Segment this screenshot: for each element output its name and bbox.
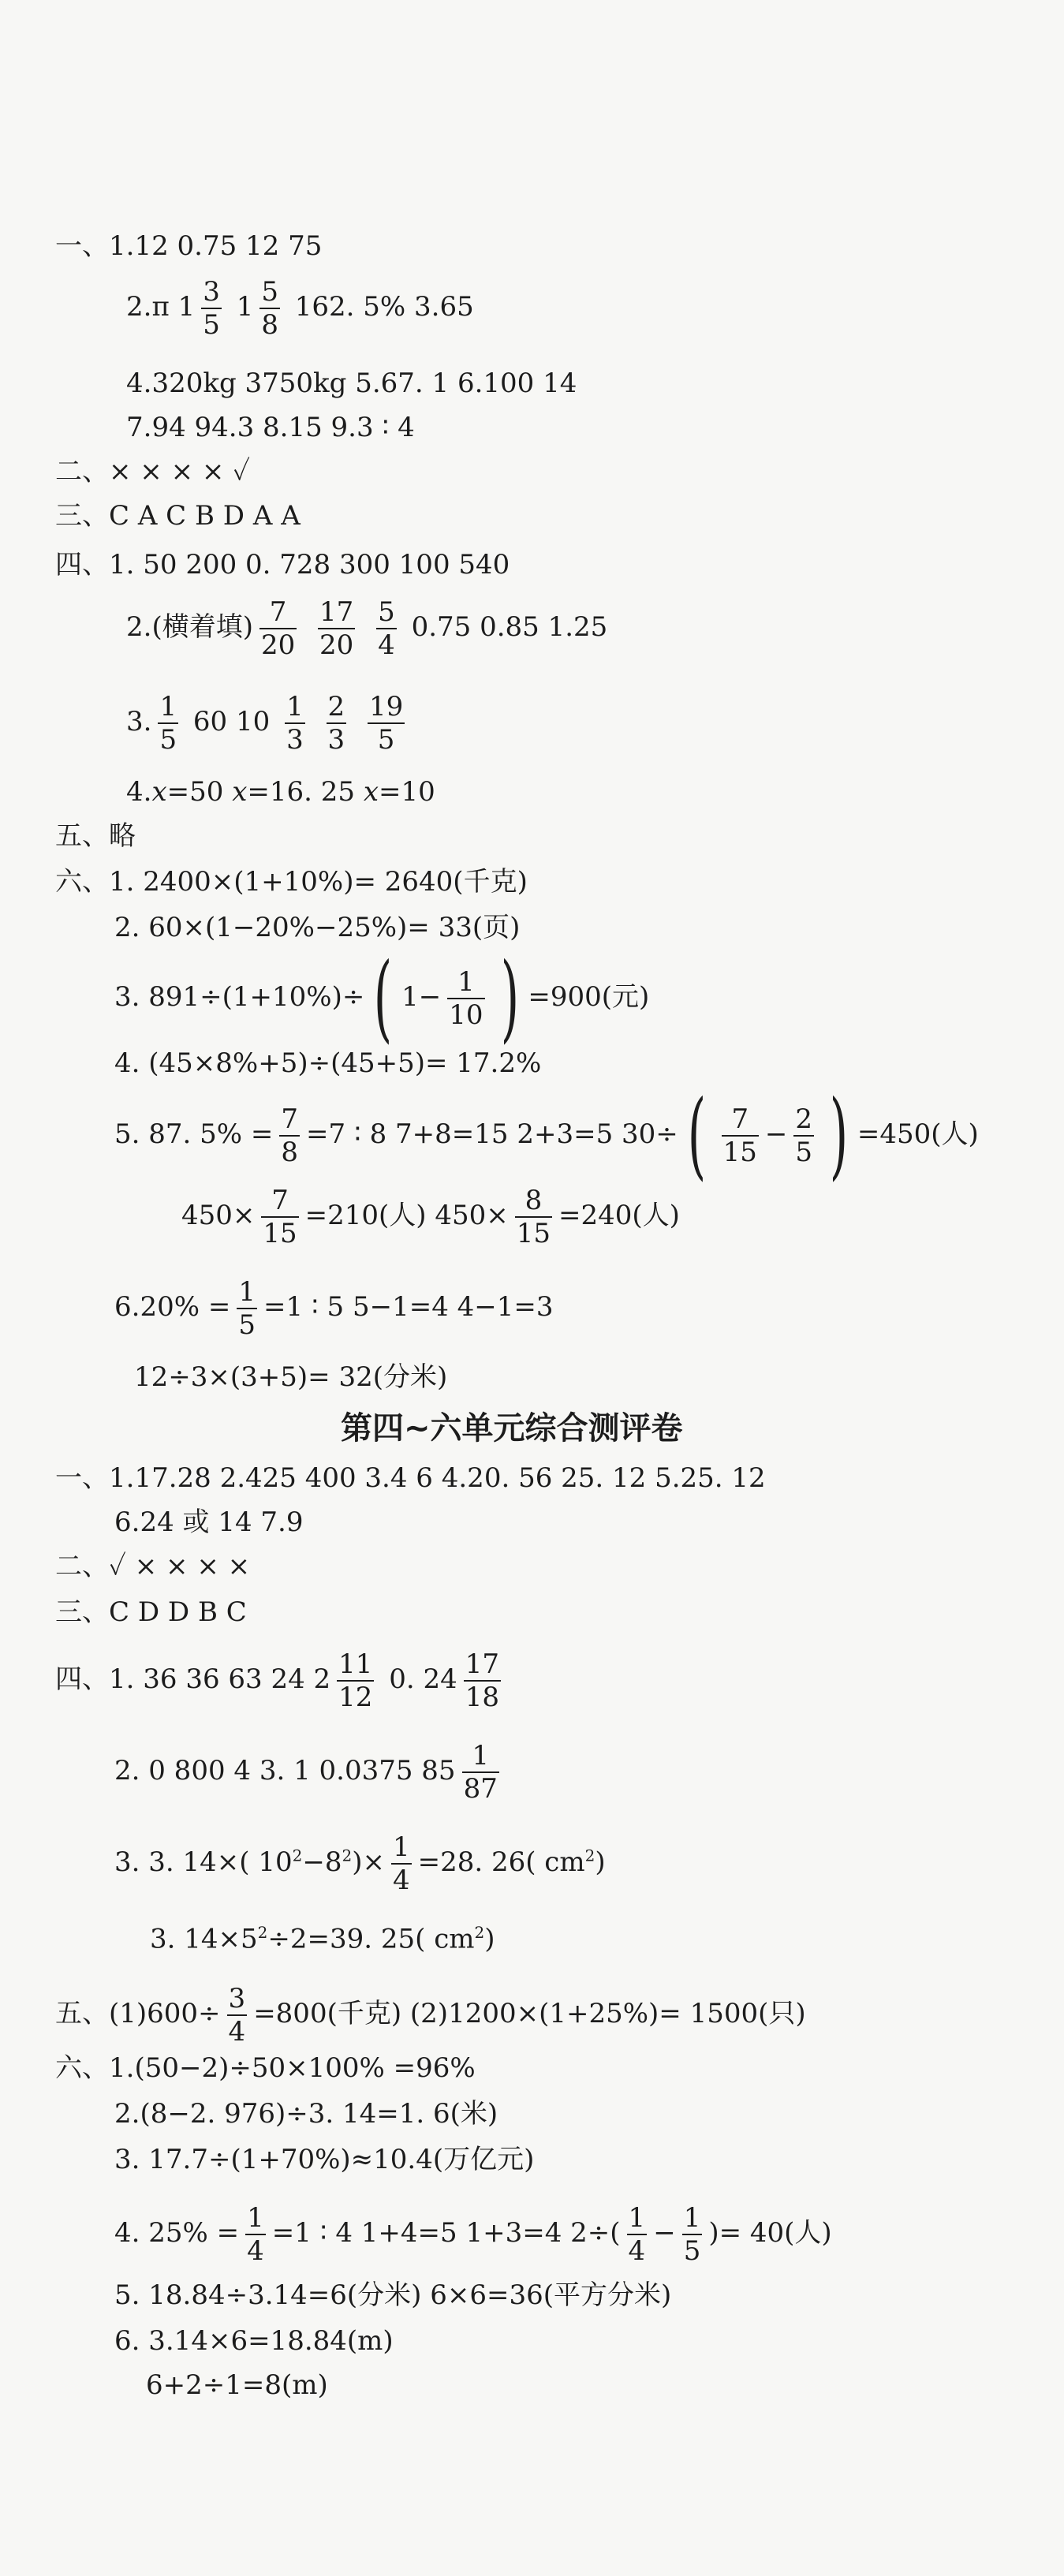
answer-line: 3. 891÷(1+10%)÷( 1− $\frac{1}{10}$ ) =900(元) (114, 943, 650, 1053)
answer-line: 2.(8−2. 976)÷3. 14=1. 6(米) (114, 2098, 498, 2130)
answer-line: 7.94 94.3 8.15 9.3 ∶ 4 (126, 412, 415, 443)
answer-line: 六、1. 2400×(1+10%)= 2640(千克) (55, 866, 528, 898)
fraction: $\frac{1}{5}$ (683, 2202, 701, 2267)
answer-line: 6+2÷1=8(m) (146, 2369, 328, 2401)
fraction: $\frac{1}{4}$ (392, 1831, 410, 1896)
fraction: $\frac{19}{5}$ (368, 691, 404, 756)
answer-line: 4. (45×8%+5)÷(45+5)= 17.2% (114, 1047, 542, 1079)
answer-line: 三、C A C B D A A (55, 500, 301, 532)
answer-line: 4.320kg 3750kg 5.67. 1 6.100 14 (126, 368, 577, 399)
answer-line: 2.(横着填) $\frac{7}{20}$ $\frac{17}{20}$ $\frac{5}{4}$ 0.75 0.85 1.25 (126, 596, 608, 661)
fraction: $\frac{3}{4}$ (228, 1983, 246, 2048)
fraction: $\frac{7}{20}$ (260, 596, 296, 661)
answer-line: 二、× × × × ✓ (55, 456, 251, 487)
fraction: $\frac{11}{12}$ (338, 1648, 373, 1713)
fraction: $\frac{7}{15}$ (263, 1185, 297, 1249)
answer-line: 一、1.12 0.75 12 75 (55, 230, 323, 262)
fraction: $\frac{1}{4}$ (247, 2202, 264, 2267)
answer-line: 6. 3.14×6=18.84(m) (114, 2325, 394, 2357)
answer-line: 5. 87. 5% = $\frac{7}{8}$ =7 ∶ 8 7+8=15 2+3=5 30÷( $\frac{7}{15}$ − $\frac{2}{5}$ ) =450(人) (114, 1081, 979, 1190)
answer-line: 一、1.17.28 2.425 400 3.4 6 4.20. 56 25. 12 5.25. 12 (55, 1462, 766, 1494)
fraction: $\frac{7}{8}$ (281, 1103, 299, 1168)
answer-line: 3. $\frac{1}{5}$ 60 10 $\frac{1}{3}$ $\frac{2}{3}$ $\frac{19}{5}$ (126, 691, 404, 756)
section-title: 第四~六单元综合测评卷 (341, 1410, 683, 1447)
answer-line: 六、1.(50−2)÷50×100% =96% (55, 2052, 476, 2084)
fraction: $\frac{2}{5}$ (795, 1103, 813, 1168)
answer-line: 四、1. 36 36 63 24 2 $\frac{11}{12}$ 0. 24 $\frac{17}{18}$ (55, 1648, 500, 1713)
fraction: $\frac{1}{87}$ (463, 1740, 498, 1805)
fraction: $\frac{5}{4}$ (378, 596, 395, 661)
answer-line: 450× $\frac{7}{15}$ =210(人) 450× $\frac{8}{15}$ =240(人) (181, 1185, 680, 1249)
answer-line: 5. 18.84÷3.14=6(分米) 6×6=36(平方分米) (114, 2279, 672, 2311)
fraction: $\frac{17}{20}$ (319, 596, 354, 661)
answer-line: 2. 60×(1−20%−25%)= 33(页) (114, 912, 521, 943)
fraction: $\frac{5}{8}$ (261, 276, 278, 341)
answer-line: 4. 25% = $\frac{1}{4}$ =1 ∶ 4 1+4=5 1+3=4 2÷( $\frac{1}{4}$ − $\frac{1}{5}$ )= 40(人) (114, 2202, 832, 2267)
answer-line: 五、(1)600÷ $\frac{3}{4}$ =800(千克) (2)1200×(1+25%)= 1500(只) (55, 1983, 806, 2048)
fraction: $\frac{2}{3}$ (327, 691, 345, 756)
answer-line: 五、略 (55, 820, 136, 852)
answer-line: 3. 3. 14×( $10^2-8^2)\times$ $\frac{1}{4}$ =28. 26( $cm^2$) (114, 1831, 606, 1896)
fraction: $\frac{8}{15}$ (516, 1185, 551, 1249)
answer-line: 2. 0 800 4 3. 1 0.0375 85 $\frac{1}{87}$ (114, 1740, 498, 1805)
answer-line: 6.20% = $\frac{1}{5}$ =1 ∶ 5 5−1=4 4−1=3 (114, 1276, 554, 1341)
answer-line: 3. $14\times 5^2\div 2=39$. 25( $cm^2$) (150, 1923, 495, 1955)
answer-line: 2.π 1 $\frac{3}{5}$ 1 $\frac{5}{8}$ 162. 5% 3.65 (126, 276, 474, 341)
answer-line: 四、1. 50 200 0. 728 300 100 540 (55, 549, 510, 581)
fraction: $\frac{1}{5}$ (238, 1276, 256, 1341)
fraction: $\frac{17}{18}$ (465, 1648, 500, 1713)
fraction: $\frac{3}{5}$ (203, 276, 220, 341)
fraction: $\frac{1}{3}$ (286, 691, 304, 756)
fraction: $\frac{7}{15}$ (722, 1103, 757, 1168)
answer-line: 6.24 或 14 7.9 (114, 1506, 304, 1538)
fraction: $\frac{1}{10}$ (449, 966, 483, 1031)
answer-line: 4.x=50 x=16. 25 x=10 (126, 776, 435, 808)
fraction: $\frac{1}{5}$ (159, 691, 177, 756)
answer-line: 3. 17.7÷(1+70%)≈10.4(万亿元) (114, 2144, 535, 2175)
answer-line: 三、C D D B C (55, 1596, 247, 1628)
fraction: $\frac{1}{4}$ (628, 2202, 646, 2267)
answer-line: 二、✓ × × × × (55, 1551, 251, 1582)
answer-line: 12÷3×(3+5)= 32(分米) (134, 1361, 448, 1393)
